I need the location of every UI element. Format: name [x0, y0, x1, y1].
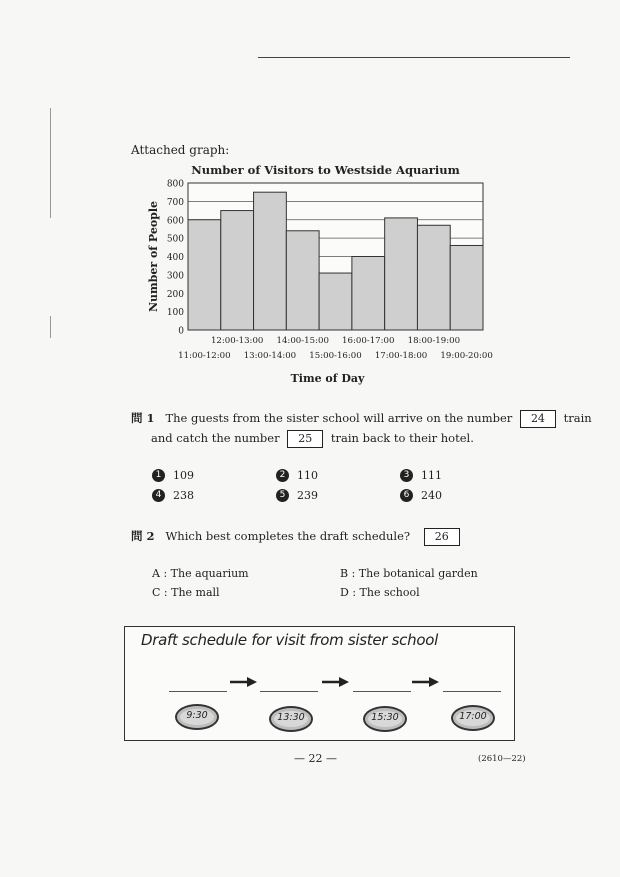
option-c: C : The mall — [152, 586, 220, 599]
visitors-bar-chart — [140, 160, 520, 392]
x-tick-label: 15:00-16:00 — [309, 351, 362, 361]
choice-2[interactable] — [276, 469, 318, 482]
answer-box-25[interactable]: 25 — [287, 430, 323, 448]
chart-title: Number of Visitors to Westside Aquarium — [191, 163, 460, 177]
margin-mark — [50, 108, 51, 218]
x-axis-label: Time of Day — [290, 372, 365, 385]
question-number: 問 1 — [131, 411, 155, 425]
schedule-slot-1[interactable] — [169, 691, 227, 692]
question-1-line-2 — [151, 430, 474, 448]
question-text: Which best completes the draft schedule? — [165, 529, 411, 543]
x-tick-label: 19:00-20:00 — [440, 351, 493, 361]
y-tick-label: 100 — [166, 308, 184, 319]
y-tick-label: 0 — [178, 326, 184, 337]
schedule-slot-3[interactable] — [353, 691, 411, 692]
y-tick-label: 600 — [166, 216, 184, 227]
top-rule — [258, 57, 570, 58]
x-tick-label: 14:00-15:00 — [276, 336, 329, 346]
bar — [450, 245, 483, 330]
y-tick-label: 500 — [166, 234, 184, 245]
choice-number-icon: 1 — [152, 469, 165, 482]
choice-1[interactable] — [152, 469, 194, 482]
choice-value: 239 — [297, 489, 318, 502]
y-tick-label: 300 — [166, 271, 184, 282]
right-arrow-icon — [321, 677, 349, 687]
choice-value: 109 — [173, 469, 194, 482]
choice-4[interactable] — [152, 489, 194, 502]
choice-3[interactable] — [400, 469, 442, 482]
time-badge-4: 17:00 — [451, 705, 495, 731]
option-d: D : The school — [340, 586, 420, 599]
bar — [286, 231, 319, 330]
page-number: — 22 — — [294, 752, 337, 765]
x-tick-label: 11:00-12:00 — [178, 351, 231, 361]
question-number: 問 2 — [131, 529, 155, 543]
y-tick-label: 400 — [166, 253, 184, 263]
choice-number-icon: 3 — [400, 469, 413, 482]
option-b: B : The botanical garden — [340, 567, 478, 580]
y-tick-label: 700 — [166, 197, 184, 208]
time-badge-3: 15:30 — [363, 706, 407, 732]
y-tick-label: 800 — [166, 179, 184, 190]
choice-number-icon: 5 — [276, 489, 289, 502]
exam-code: (2610—22) — [478, 754, 526, 764]
schedule-title: Draft schedule for visit from sister school — [141, 631, 438, 649]
answer-box-24[interactable]: 24 — [520, 410, 556, 428]
question-text: The guests from the sister school will arrive on the number — [165, 411, 513, 425]
question-text: train back to their hotel. — [330, 431, 474, 445]
choice-number-icon: 4 — [152, 489, 165, 502]
question-2 — [131, 528, 464, 546]
choice-5[interactable] — [276, 489, 318, 502]
draft-schedule-box — [124, 626, 515, 741]
bar — [221, 211, 254, 330]
x-tick-label: 18:00-19:00 — [407, 336, 461, 346]
bar — [319, 273, 352, 330]
schedule-slot-4[interactable] — [443, 691, 501, 692]
x-tick-label: 12:00-13:00 — [210, 336, 264, 346]
x-tick-label: 16:00-17:00 — [342, 336, 395, 346]
choice-value: 238 — [173, 489, 194, 502]
choice-number-icon: 6 — [400, 489, 413, 502]
margin-mark — [50, 316, 51, 338]
choice-value: 111 — [421, 469, 442, 482]
choice-value: 240 — [421, 489, 442, 502]
right-arrow-icon — [411, 677, 439, 687]
choice-6[interactable] — [400, 489, 442, 502]
answer-box-26[interactable]: 26 — [424, 528, 460, 546]
choice-number-icon: 2 — [276, 469, 289, 482]
question-text: train — [563, 411, 592, 425]
x-tick-label: 13:00-14:00 — [243, 351, 297, 361]
bar — [385, 218, 418, 330]
right-arrow-icon — [229, 677, 257, 687]
schedule-slot-2[interactable] — [260, 691, 318, 692]
attached-graph-label: Attached graph: — [131, 143, 230, 157]
time-badge-2: 13:30 — [269, 706, 313, 732]
y-axis-label: Number of People — [147, 200, 160, 313]
option-a: A : The aquarium — [152, 567, 249, 580]
choice-value: 110 — [297, 469, 318, 482]
question-text: and catch the number — [151, 431, 280, 445]
bar — [417, 225, 450, 330]
x-tick-label: 17:00-18:00 — [374, 351, 428, 361]
bar — [352, 257, 385, 331]
bar — [254, 192, 287, 330]
time-badge-1: 9:30 — [175, 704, 219, 730]
bar — [188, 220, 221, 330]
y-tick-label: 200 — [166, 289, 184, 300]
question-1-line-1 — [131, 410, 592, 428]
